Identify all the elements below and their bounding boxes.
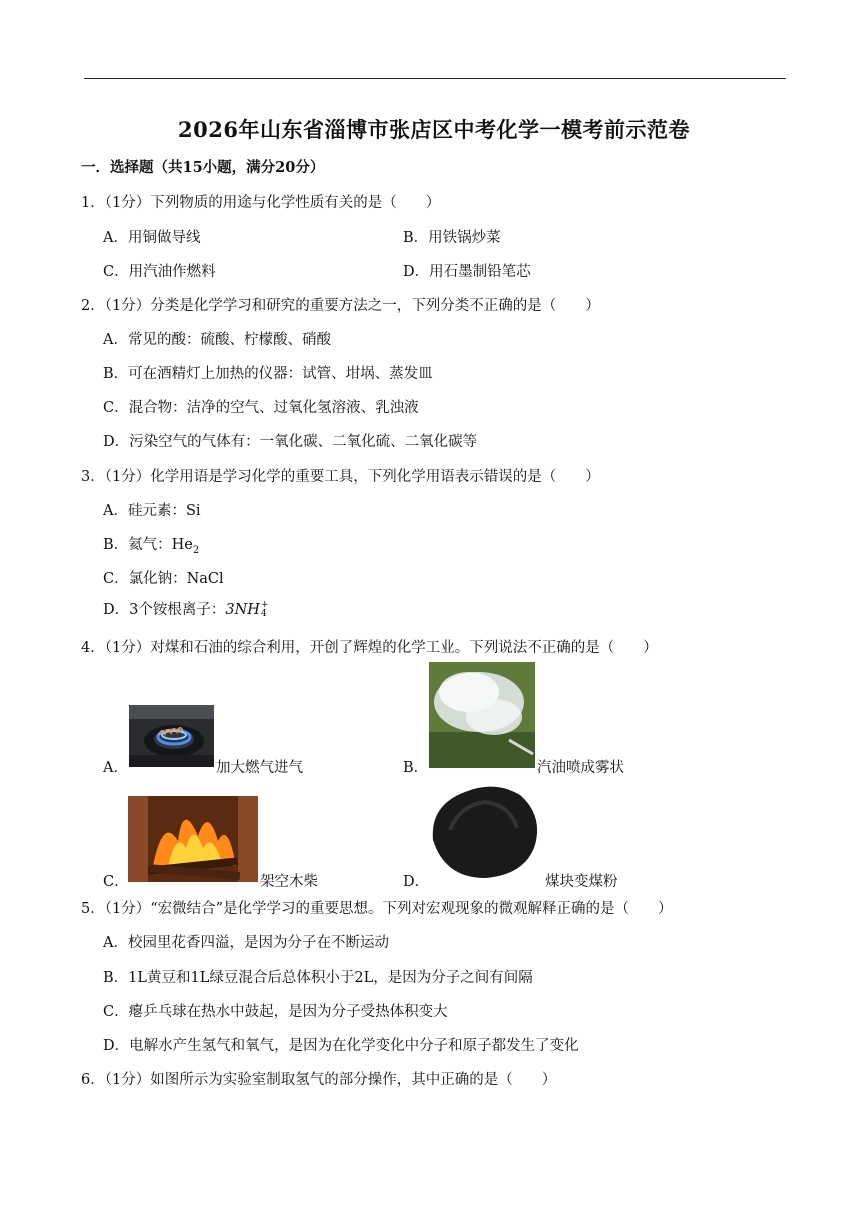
q2-option-a: A．常见的酸：硫酸、柠檬酸、硝酸: [103, 332, 331, 348]
q5-option-c: C．瘪乒乓球在热水中鼓起，是因为分子受热体积变大: [103, 1004, 448, 1020]
spray-mist-image: [429, 662, 535, 768]
q4-option-a-letter: A．: [103, 760, 128, 776]
q2-option-c: C．混合物：洁净的空气、过氧化氢溶液、乳浊液: [103, 400, 419, 416]
ammonium-charge: +: [260, 600, 269, 610]
question-4-stem: 4．（1分）对煤和石油的综合利用，开创了辉煌的化学工业。下列说法不正确的是（ ）: [81, 640, 658, 656]
coal-powder-image: [425, 780, 543, 884]
ammonium-script: [261, 601, 269, 619]
question-1-stem: 1．（1分）下列物质的用途与化学性质有关的是（ ）: [81, 195, 441, 211]
q1-option-b: B．用铁锅炒菜: [403, 230, 501, 246]
question-2-stem: 2．（1分）分类是化学学习和研究的重要方法之一，下列分类不正确的是（ ）: [81, 298, 600, 314]
q3-option-b: [103, 533, 199, 556]
q5-option-b: B．1L黄豆和1L绿豆混合后总体积小于2L，是因为分子之间有间隔: [103, 970, 533, 986]
q1-option-a: A．用铜做导线: [103, 230, 201, 246]
q4-option-b-text: 汽油喷成雾状: [537, 760, 624, 776]
q3-option-a: A．硅元素：Si: [103, 503, 201, 519]
q5-option-a: A．校园里花香四溢，是因为分子在不断运动: [103, 935, 389, 951]
ammonium-formula: [225, 602, 268, 618]
q4-option-b-letter: B．: [403, 760, 429, 776]
q4-option-a-text: 加大燃气进气: [216, 760, 303, 776]
section-heading: 一．选择题（共15小题，满分20分）: [81, 159, 325, 176]
q3-option-b-subscript: 2: [192, 544, 200, 556]
question-5-stem: 5．（1分）“宏微结合”是化学学习的重要思想。下列对宏观现象的微观解释正确的是（ ）: [81, 901, 673, 917]
q2-option-d: D．污染空气的气体有：一氧化碳、二氧化硫、二氧化碳等: [103, 434, 478, 450]
header-rule: [84, 78, 786, 79]
q4-option-c-letter: C．: [103, 874, 129, 890]
q3-option-c: C．氯化钠：NaCl: [103, 571, 224, 587]
q4-option-d-text: 煤块变煤粉: [545, 874, 618, 890]
ammonium-symbol: NH: [234, 602, 260, 618]
q5-option-d: D．电解水产生氢气和氧气，是因为在化学变化中分子和原子都发生了变化: [103, 1038, 579, 1054]
q1-option-c: C．用汽油作燃料: [103, 264, 216, 280]
q4-option-d-letter: D．: [403, 874, 430, 890]
q3-option-b-text: B．氦气：He: [103, 537, 193, 553]
page-title: 2026年山东省淄博市张店区中考化学一模考前示范卷: [178, 117, 690, 142]
q3-option-d: [103, 598, 268, 619]
q1-option-d: D．用石墨制铅笔芯: [403, 264, 531, 280]
ammonium-subscript: 4: [260, 609, 267, 619]
ammonium-coefficient: 3: [225, 602, 235, 618]
question-6-stem: 6．（1分）如图所示为实验室制取氢气的部分操作，其中正确的是（ ）: [81, 1072, 557, 1088]
q4-option-c-text: 架空木柴: [260, 874, 318, 890]
q3-option-d-text: D．3个铵根离子：: [103, 602, 226, 618]
gas-stove-image: [129, 705, 214, 767]
question-3-stem: 3．（1分）化学用语是学习化学的重要工具，下列化学用语表示错误的是（ ）: [81, 469, 600, 485]
firewood-fire-image: [128, 796, 258, 882]
q2-option-b: B．可在酒精灯上加热的仪器：试管、坩埚、蒸发皿: [103, 366, 433, 382]
